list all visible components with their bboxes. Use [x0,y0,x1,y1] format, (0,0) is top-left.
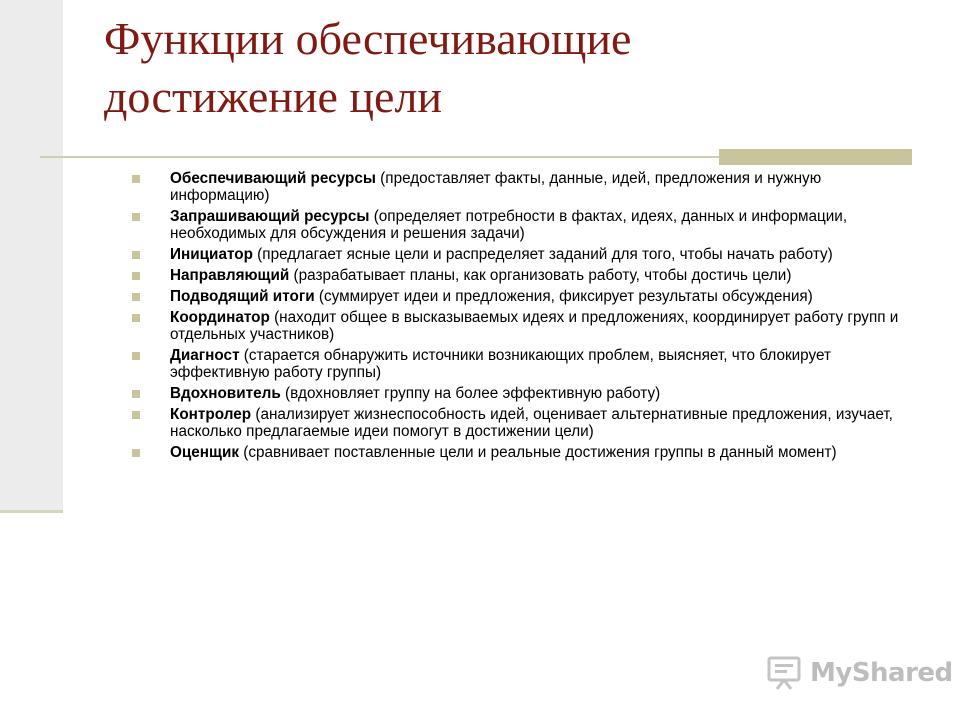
item-term: Контролер [170,406,252,423]
item-term: Координатор [170,309,270,326]
list-item [132,444,902,461]
item-description: (суммирует идеи и предложения, фиксирует результаты обсуждения) [314,288,813,305]
left-decor-bar-edge [0,510,63,513]
square-bullet-icon [132,314,140,322]
myshared-watermark [766,655,953,691]
item-term: Обеспечивающий ресурсы [170,170,376,187]
item-term: Направляющий [170,267,290,284]
list-item [132,267,902,284]
item-term: Вдохновитель [170,385,281,402]
list-item [132,385,902,402]
square-bullet-icon [132,272,140,280]
list-item [132,170,902,204]
square-bullet-icon [132,390,140,398]
square-bullet-icon [132,449,140,457]
function-list [132,170,902,465]
item-term: Диагност [170,347,240,364]
list-item [132,406,902,440]
title-divider-accent [719,149,912,165]
left-decor-bar [0,0,63,513]
square-bullet-icon [132,293,140,301]
list-item [132,347,902,381]
square-bullet-icon [132,213,140,221]
square-bullet-icon [132,352,140,360]
presentation-board-icon [766,655,806,691]
list-item [132,208,902,242]
item-term: Запрашивающий ресурсы [170,208,370,225]
slide-title: Функции обеспечивающие достижение цели [104,13,632,122]
watermark-text: MyShared [810,658,953,688]
square-bullet-icon [132,411,140,419]
list-item [132,246,902,263]
item-description: (сравнивает поставленные цели и реальные достижения группы в данный момент) [239,444,837,461]
square-bullet-icon [132,175,140,183]
item-description: (предлагает ясные цели и распределяет заданий для того, чтобы начать работу) [252,246,833,263]
item-term: Подводящий итоги [170,288,315,305]
item-term: Инициатор [170,246,253,263]
item-description: (разрабатывает планы, как организовать работу, чтобы достичь цели) [289,267,792,284]
item-term: Оценщик [170,444,240,461]
item-description: (находит общее в высказываемых идеях и предложениях, координирует работу групп и отдельных участников) [170,309,899,343]
item-description: (вдохновляет группу на более эффективную работу) [280,385,661,402]
item-description: (определяет потребности в фактах, идеях, данных и информации, необходимых для обсуждения и решения задачи) [170,208,848,242]
list-item [132,288,902,305]
list-item [132,309,902,343]
square-bullet-icon [132,251,140,259]
item-description: (предоставляет факты, данные, идей, предложения и нужную информацию) [170,170,822,204]
item-description: (старается обнаружить источники возникающих проблем, выясняет, что блокирует эффективную работу группы) [170,347,832,381]
item-description: (анализирует жизнеспособность идей, оценивает альтернативные предложения, изучает, насколько предлагаемые идеи помогут в достижении цели) [170,406,893,440]
